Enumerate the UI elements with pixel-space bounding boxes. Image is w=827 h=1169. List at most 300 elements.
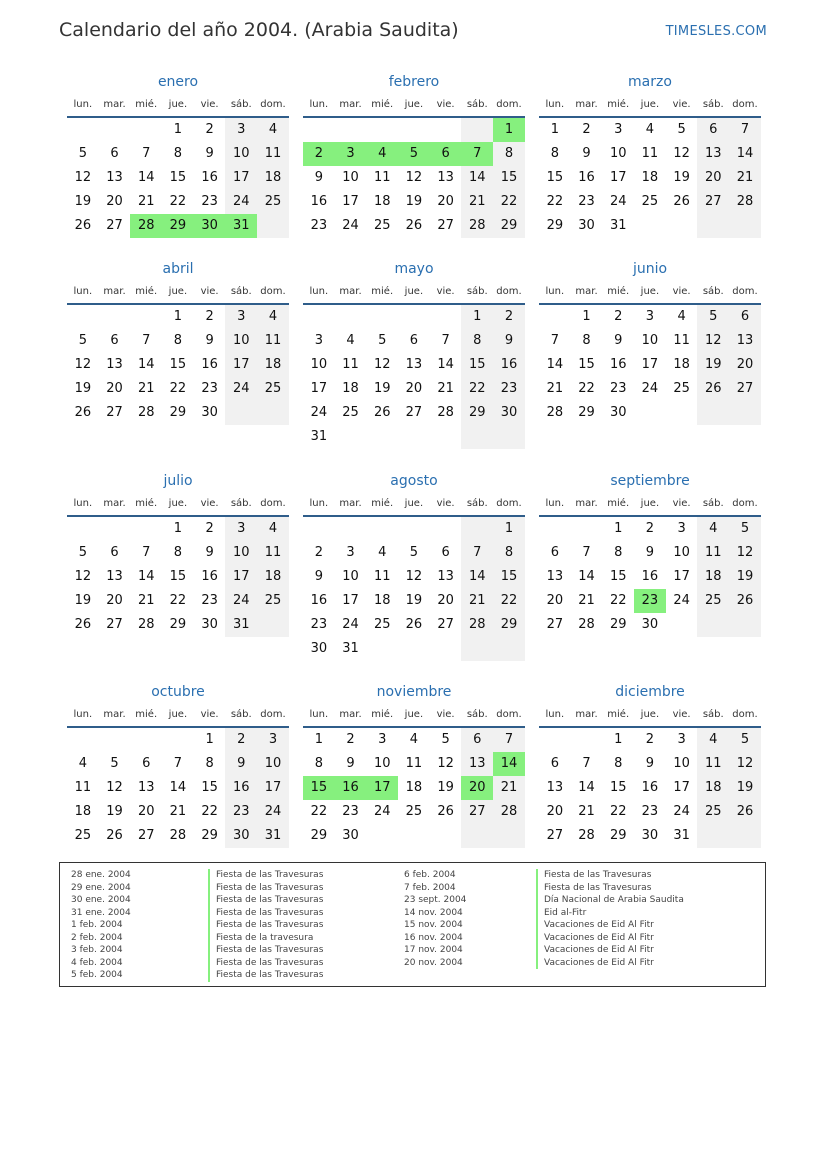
- day-cell: 5: [729, 728, 761, 752]
- day-cell: 4: [257, 517, 289, 541]
- day-cell: 3: [677, 732, 686, 747]
- weekday-label: vie.: [672, 497, 691, 509]
- week-row: [303, 353, 525, 377]
- week-row: [67, 613, 289, 637]
- weekday-label: jue.: [404, 98, 424, 110]
- weekday-label: vie.: [436, 708, 455, 720]
- day-cell: 9: [205, 545, 214, 560]
- week-row: [67, 728, 289, 752]
- day-cell: 16: [201, 569, 218, 584]
- day-cell: 2: [645, 521, 655, 536]
- empty-cell: [398, 118, 430, 142]
- day-cell: 31: [225, 613, 257, 637]
- day-cell: 8: [493, 541, 525, 565]
- empty-cell: [162, 728, 194, 752]
- day-cell: 17: [342, 593, 359, 608]
- month-julio: [67, 471, 289, 637]
- empty-cell: [398, 305, 430, 329]
- day-cell: 24: [673, 593, 690, 608]
- day-cell: 4: [677, 309, 686, 324]
- weekday-label: sáb.: [230, 708, 252, 720]
- day-cell: 25: [74, 828, 92, 843]
- day-cell: 19: [373, 381, 391, 396]
- day-cell: 7: [461, 142, 493, 166]
- day-cell: 21: [546, 381, 564, 396]
- weekday-header: [303, 493, 525, 513]
- day-cell: 10: [225, 329, 257, 353]
- week-row: [539, 565, 761, 589]
- day-cell: 14: [137, 170, 155, 185]
- weekday-label: lun.: [545, 98, 565, 110]
- day-cell: 11: [74, 780, 92, 795]
- month-noviembre: [303, 682, 525, 848]
- day-cell: 29: [169, 617, 187, 632]
- weekday-header: [67, 281, 289, 301]
- empty-cell: [398, 425, 430, 449]
- day-cell: 18: [673, 357, 690, 372]
- day-cell: 1: [582, 309, 591, 324]
- day-cell: 7: [493, 728, 525, 752]
- week-row: [67, 353, 289, 377]
- weekday-label: vie.: [672, 285, 691, 297]
- day-cell: 6: [409, 333, 419, 348]
- day-cell: 26: [106, 828, 123, 843]
- day-cell: 25: [373, 617, 391, 632]
- month-name: febrero: [388, 74, 440, 90]
- day-cell: 30: [225, 824, 257, 848]
- empty-cell: [366, 824, 398, 848]
- day-cell: 27: [546, 828, 564, 843]
- day-cell: 11: [257, 142, 289, 166]
- day-grid: [67, 728, 289, 848]
- day-cell: 18: [257, 166, 289, 190]
- empty-cell: [697, 401, 729, 425]
- day-cell: 30: [201, 405, 218, 420]
- day-cell: 5: [78, 146, 87, 161]
- day-cell: 1: [173, 122, 183, 137]
- day-cell: 17: [342, 194, 359, 209]
- day-grid: [303, 305, 525, 449]
- week-row: [67, 517, 289, 541]
- day-cell: 6: [550, 545, 559, 560]
- day-cell: 5: [409, 545, 419, 560]
- week-row: [67, 401, 289, 425]
- day-cell: 8: [205, 756, 214, 771]
- weekday-label: lun.: [73, 497, 93, 509]
- empty-cell: [666, 613, 698, 637]
- day-cell: 19: [405, 194, 423, 209]
- day-cell: 23: [493, 377, 525, 401]
- week-row: [303, 728, 525, 752]
- day-cell: 27: [437, 617, 454, 632]
- day-cell: 14: [546, 357, 564, 372]
- day-cell: 24: [342, 617, 359, 632]
- day-cell: 4: [697, 517, 729, 541]
- weekday-label: jue.: [168, 98, 188, 110]
- day-cell: 1: [493, 517, 525, 541]
- empty-cell: [666, 401, 698, 425]
- empty-cell: [430, 425, 462, 449]
- empty-cell: [430, 305, 462, 329]
- day-cell: 9: [205, 146, 214, 161]
- day-cell: 4: [346, 333, 355, 348]
- week-row: [539, 142, 761, 166]
- day-cell: 4: [257, 118, 289, 142]
- week-row: [303, 637, 525, 661]
- day-cell: 9: [314, 569, 323, 584]
- day-cell: 26: [74, 405, 92, 420]
- legend-holiday-name: Fiesta de las Travesuras: [208, 882, 323, 895]
- day-cell: 12: [74, 569, 92, 584]
- day-cell: 6: [550, 756, 559, 771]
- weekday-label: mar.: [575, 285, 598, 297]
- day-cell: 6: [110, 333, 119, 348]
- week-row: [303, 401, 525, 425]
- empty-cell: [729, 214, 761, 238]
- legend-date: 2 feb. 2004: [71, 932, 123, 943]
- empty-cell: [99, 517, 131, 541]
- day-cell: 14: [461, 166, 493, 190]
- weekday-label: dom.: [496, 98, 522, 110]
- day-cell: 5: [729, 517, 761, 541]
- day-cell: 19: [729, 776, 761, 800]
- day-cell: 20: [437, 194, 454, 209]
- day-cell: 10: [257, 752, 289, 776]
- day-cell: 31: [257, 824, 289, 848]
- day-cell: 25: [257, 589, 289, 613]
- weekday-label: mié.: [371, 98, 394, 110]
- weekday-label: dom.: [260, 708, 286, 720]
- legend-holiday-name: Vacaciones de Eid Al Fitr: [536, 957, 684, 970]
- week-row: [303, 214, 525, 238]
- weekday-header: [67, 493, 289, 513]
- day-cell: 5: [78, 545, 87, 560]
- empty-cell: [729, 613, 761, 637]
- day-cell: 15: [493, 166, 525, 190]
- week-row: [539, 613, 761, 637]
- weekday-label: mar.: [339, 285, 362, 297]
- day-cell: 19: [405, 593, 423, 608]
- day-cell: 30: [609, 405, 627, 420]
- empty-cell: [99, 118, 131, 142]
- day-cell: 8: [550, 146, 559, 161]
- day-cell: 26: [729, 800, 761, 824]
- day-cell: 16: [609, 357, 627, 372]
- day-cell: 4: [257, 305, 289, 329]
- day-cell: 28: [461, 613, 493, 637]
- empty-cell: [697, 214, 729, 238]
- legend-holiday-name: Día Nacional de Arabia Saudita: [536, 894, 684, 907]
- day-cell: 7: [142, 333, 151, 348]
- day-cell: 9: [582, 146, 591, 161]
- day-cell: 26: [437, 804, 454, 819]
- day-cell: 25: [342, 405, 359, 420]
- month-name: noviembre: [376, 684, 452, 700]
- month-diciembre: [539, 682, 761, 848]
- month-name: mayo: [394, 261, 434, 277]
- day-cell: 9: [225, 752, 257, 776]
- empty-cell: [99, 305, 131, 329]
- day-cell: 14: [729, 142, 761, 166]
- day-cell: 3: [378, 732, 387, 747]
- day-cell: 7: [550, 333, 559, 348]
- day-cell: 11: [373, 170, 391, 185]
- empty-cell: [303, 517, 335, 541]
- day-cell: 4: [645, 122, 655, 137]
- day-cell: 25: [373, 218, 391, 233]
- day-cell: 17: [225, 166, 257, 190]
- day-cell: 4: [78, 756, 87, 771]
- day-cell: 9: [493, 329, 525, 353]
- day-cell: 18: [373, 593, 391, 608]
- day-cell: 15: [169, 357, 187, 372]
- day-cell: 22: [169, 381, 187, 396]
- week-row: [303, 190, 525, 214]
- day-cell: 18: [697, 565, 729, 589]
- day-cell: 3: [614, 122, 623, 137]
- day-cell: 2: [225, 728, 257, 752]
- legend-date: 16 nov. 2004: [404, 932, 463, 943]
- weekday-label: mar.: [103, 497, 126, 509]
- week-row: [539, 329, 761, 353]
- day-cell: 25: [257, 190, 289, 214]
- day-cell: 5: [677, 122, 686, 137]
- day-cell: 13: [461, 752, 493, 776]
- day-cell: 22: [169, 194, 187, 209]
- day-cell: 11: [697, 541, 729, 565]
- legend-date: 17 nov. 2004: [404, 945, 463, 955]
- day-cell: 13: [546, 780, 564, 795]
- day-cell: 19: [729, 565, 761, 589]
- day-cell: 24: [257, 800, 289, 824]
- empty-cell: [461, 118, 493, 142]
- week-row: [303, 613, 525, 637]
- weekday-label: dom.: [496, 708, 522, 720]
- empty-cell: [571, 517, 603, 541]
- day-cell: 3: [335, 142, 367, 166]
- week-row: [67, 565, 289, 589]
- day-cell: 9: [205, 333, 214, 348]
- weekday-label: sáb.: [466, 708, 488, 720]
- month-enero: [67, 72, 289, 238]
- day-cell: 14: [137, 357, 155, 372]
- day-cell: 4: [409, 732, 419, 747]
- legend-date: 30 ene. 2004: [71, 895, 131, 905]
- day-cell: 12: [729, 541, 761, 565]
- day-cell: 3: [225, 118, 257, 142]
- day-cell: 24: [609, 194, 627, 209]
- week-row: [303, 425, 525, 449]
- legend-date: 15 nov. 2004: [404, 920, 463, 930]
- legend-holiday-name: Fiesta de las Travesuras: [208, 907, 323, 920]
- month-name: agosto: [390, 473, 438, 489]
- weekday-label: mar.: [339, 497, 362, 509]
- day-cell: 11: [257, 541, 289, 565]
- day-grid: [303, 517, 525, 661]
- week-row: [303, 565, 525, 589]
- weekday-label: dom.: [496, 497, 522, 509]
- empty-cell: [99, 728, 131, 752]
- day-cell: 14: [461, 565, 493, 589]
- week-row: [67, 541, 289, 565]
- legend-col1-names: [208, 869, 323, 982]
- day-cell: 19: [673, 170, 690, 185]
- weekday-label: mié.: [607, 497, 630, 509]
- day-cell: 22: [493, 190, 525, 214]
- day-cell: 15: [169, 569, 187, 584]
- week-row: [67, 190, 289, 214]
- legend-date: 28 ene. 2004: [71, 870, 131, 880]
- weekday-label: mié.: [135, 497, 158, 509]
- empty-cell: [666, 214, 698, 238]
- weekday-label: sáb.: [466, 98, 488, 110]
- day-cell: 16: [578, 170, 595, 185]
- day-cell: 9: [346, 756, 355, 771]
- week-row: [303, 824, 525, 848]
- day-cell: 29: [546, 218, 564, 233]
- empty-cell: [539, 305, 571, 329]
- day-cell: 1: [550, 122, 559, 137]
- day-cell: 2: [582, 122, 591, 137]
- day-cell: 9: [614, 333, 623, 348]
- legend-holiday-name: Fiesta de las Travesuras: [536, 882, 684, 895]
- day-cell: 15: [169, 170, 187, 185]
- empty-cell: [366, 305, 398, 329]
- brand-link[interactable]: TIMESLES.COM: [665, 24, 767, 39]
- weekday-label: jue.: [404, 285, 424, 297]
- day-cell: 12: [405, 569, 423, 584]
- legend-holiday-name: Eid al-Fitr: [536, 907, 684, 920]
- day-cell: 22: [493, 589, 525, 613]
- day-cell: 27: [461, 800, 493, 824]
- day-cell: 3: [257, 728, 289, 752]
- day-cell: 30: [641, 828, 659, 843]
- day-cell: 21: [578, 804, 595, 819]
- day-grid: [539, 305, 761, 425]
- day-cell: 16: [493, 353, 525, 377]
- day-cell: 5: [398, 142, 430, 166]
- day-cell: 8: [173, 333, 183, 348]
- empty-cell: [634, 214, 666, 238]
- legend-holiday-name: Fiesta de las Travesuras: [208, 969, 323, 982]
- month-name: septiembre: [610, 473, 690, 489]
- week-row: [67, 824, 289, 848]
- week-row: [303, 517, 525, 541]
- week-row: [539, 401, 761, 425]
- week-row: [67, 305, 289, 329]
- day-cell: 24: [673, 804, 690, 819]
- day-cell: 9: [645, 756, 655, 771]
- day-cell: 23: [310, 617, 328, 632]
- day-cell: 5: [441, 732, 450, 747]
- legend-holiday-name: Vacaciones de Eid Al Fitr: [536, 919, 684, 932]
- day-cell: 7: [582, 756, 591, 771]
- weekday-label: mié.: [607, 98, 630, 110]
- day-cell: 23: [342, 804, 359, 819]
- day-cell: 29: [609, 617, 627, 632]
- day-cell: 10: [641, 333, 659, 348]
- week-row: [303, 776, 525, 800]
- weekday-header: [303, 281, 525, 301]
- empty-cell: [461, 637, 493, 661]
- day-cell: 17: [257, 776, 289, 800]
- day-cell: 27: [106, 617, 123, 632]
- day-cell: 18: [342, 381, 359, 396]
- weekday-label: jue.: [640, 497, 660, 509]
- day-cell: 21: [461, 190, 493, 214]
- week-row: [303, 589, 525, 613]
- weekday-label: jue.: [640, 708, 660, 720]
- week-row: [303, 305, 525, 329]
- day-cell: 15: [609, 780, 627, 795]
- day-cell: 1: [205, 732, 214, 747]
- empty-cell: [697, 824, 729, 848]
- day-cell: 21: [493, 776, 525, 800]
- empty-cell: [571, 728, 603, 752]
- day-cell: 17: [366, 776, 398, 800]
- day-cell: 17: [673, 569, 690, 584]
- day-cell: 26: [697, 377, 729, 401]
- weekday-label: vie.: [200, 98, 219, 110]
- week-row: [303, 118, 525, 142]
- day-cell: 26: [405, 218, 423, 233]
- month-marzo: [539, 72, 761, 238]
- day-cell: 22: [578, 381, 595, 396]
- legend-date: 20 nov. 2004: [404, 957, 463, 968]
- day-cell: 27: [546, 617, 564, 632]
- weekday-label: dom.: [732, 98, 758, 110]
- day-cell: 16: [310, 194, 328, 209]
- weekday-label: vie.: [436, 497, 455, 509]
- day-cell: 25: [673, 381, 690, 396]
- day-cell: 28: [729, 190, 761, 214]
- day-cell: 5: [78, 333, 87, 348]
- day-cell: 8: [582, 333, 591, 348]
- day-cell: 4: [366, 142, 398, 166]
- day-cell: 22: [169, 593, 187, 608]
- day-cell: 10: [225, 142, 257, 166]
- weekday-label: lun.: [545, 708, 565, 720]
- weekday-label: mar.: [575, 497, 598, 509]
- day-cell: 15: [609, 569, 627, 584]
- day-cell: 24: [373, 804, 391, 819]
- weekday-label: jue.: [168, 708, 188, 720]
- empty-cell: [366, 425, 398, 449]
- empty-cell: [130, 728, 162, 752]
- day-cell: 28: [546, 405, 564, 420]
- day-cell: 9: [645, 545, 655, 560]
- weekday-label: jue.: [168, 497, 188, 509]
- day-cell: 23: [641, 804, 659, 819]
- weekday-label: lun.: [309, 98, 329, 110]
- day-cell: 19: [74, 381, 92, 396]
- day-cell: 6: [697, 118, 729, 142]
- week-row: [67, 752, 289, 776]
- day-cell: 8: [614, 756, 623, 771]
- day-cell: 10: [342, 170, 359, 185]
- day-cell: 10: [673, 545, 690, 560]
- empty-cell: [335, 118, 367, 142]
- month-name: octubre: [151, 684, 205, 700]
- legend-holiday-name: Fiesta de las Travesuras: [208, 957, 323, 970]
- day-cell: 26: [729, 589, 761, 613]
- weekday-label: lun.: [545, 285, 565, 297]
- weekday-label: mié.: [371, 708, 394, 720]
- legend-date: 29 ene. 2004: [71, 882, 131, 893]
- day-cell: 27: [106, 218, 123, 233]
- day-cell: 11: [673, 333, 690, 348]
- weekday-header: [67, 94, 289, 114]
